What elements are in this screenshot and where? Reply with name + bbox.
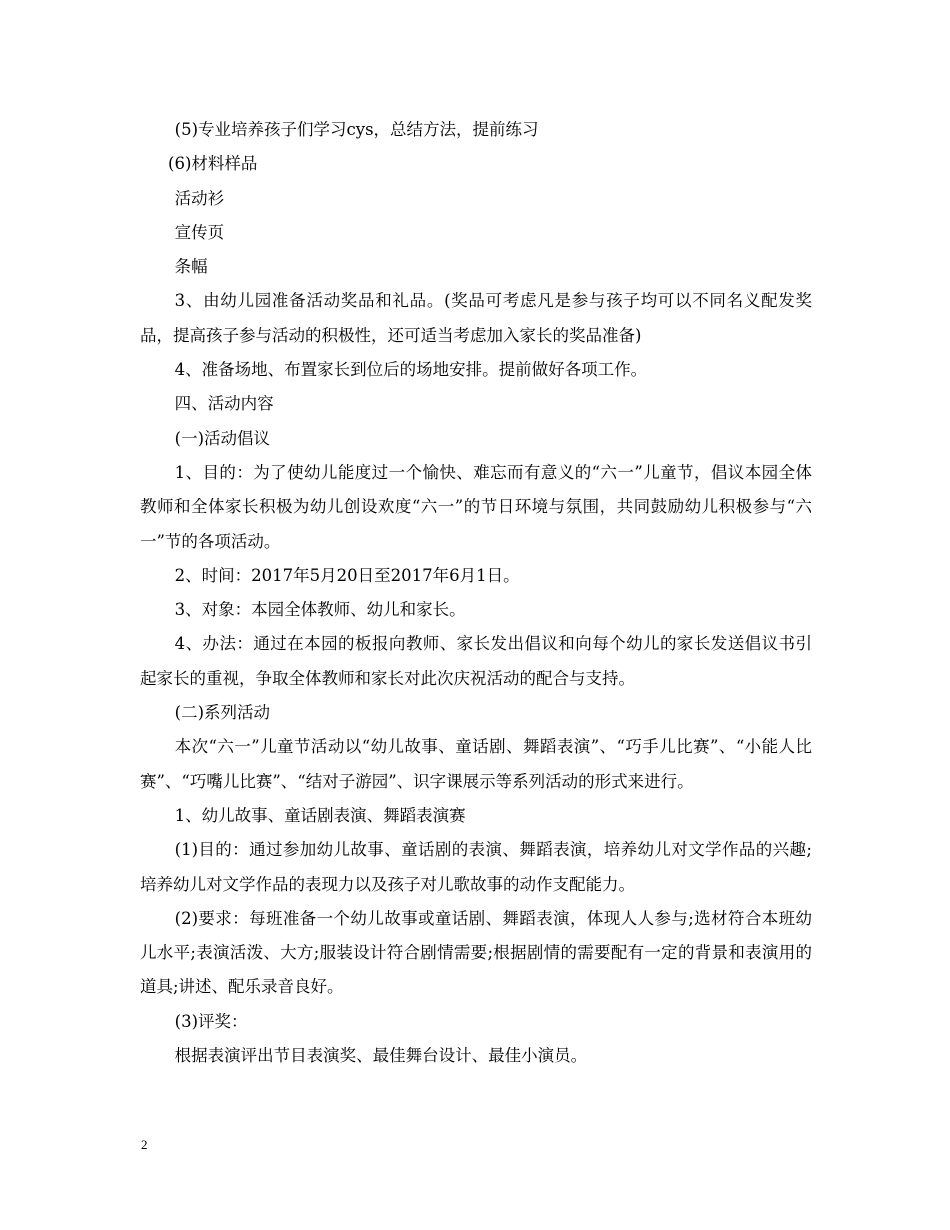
paragraph-materials-heading: (6)材料样品 (168, 154, 258, 174)
section-heading-activity-content: 四、活动内容 (174, 394, 274, 414)
paragraph-prizes: 3、由幼儿园准备活动奖品和礼品。(奖品可考虑凡是参与孩子均可以不同名义配发奖品，提高孩子参与活动的积极性，还可适当考虑加入家长的奖品准备) (140, 291, 812, 345)
paragraph-material-banner: 条幅 (174, 257, 208, 277)
paragraph-method: 4、办法：通过在本园的板报向教师、家长发出倡议和向每个幼儿的家长发送倡议书引起家长的重视，争取全体教师和家长对此次庆祝活动的配合与支持。 (140, 634, 812, 688)
paragraph-performance-requirements: (2)要求：每班准备一个幼儿故事或童话剧、舞蹈表演，体现人人参与;选材符合本班幼儿水平;表演活泼、大方;服装设计符合剧情需要;根据剧情的需要配有一定的背景和表演用的道具;讲述、配乐录音良好。 (140, 908, 812, 997)
paragraph-time: 2、时间：2017年5月20日至2017年6月1日。 (174, 565, 520, 585)
paragraph-awards-detail: 根据表演评出节目表演奖、最佳舞台设计、最佳小演员。 (174, 1046, 588, 1066)
paragraph-audience: 3、对象：本园全体教师、幼儿和家长。 (174, 600, 466, 620)
document-body (140, 113, 812, 1073)
item-heading-performance: 1、幼儿故事、童话剧表演、舞蹈表演赛 (174, 805, 466, 825)
paragraph-venue: 4、准备场地、布置家长到位后的场地安排。提前做好各项工作。 (174, 360, 648, 380)
subsection-heading-series: (二)系列活动 (174, 703, 271, 723)
paragraph-purpose: 1、目的：为了使幼儿能度过一个愉快、难忘而有意义的“六一”儿童节，倡议本园全体教师和全体家长积极为幼儿创设欢度“六一”的节日环境与氛围，共同鼓励幼儿积极参与“六一”节的各项活动。 (140, 462, 812, 551)
paragraph-awards-heading: (3)评奖： (174, 1011, 248, 1031)
subsection-heading-proposal: (一)活动倡议 (174, 428, 271, 448)
paragraph-series-intro: 本次“六一”儿童节活动以“幼儿故事、童话剧、舞蹈表演”、“巧手儿比赛”、“小能人比赛”、“巧嘴儿比赛”、“结对子游园”、识字课展示等系列活动的形式来进行。 (140, 737, 812, 791)
paragraph-performance-purpose: (1)目的：通过参加幼儿故事、童话剧的表演、舞蹈表演，培养幼儿对文学作品的兴趣;培养幼儿对文学作品的表现力以及孩子对儿歌故事的动作支配能力。 (140, 840, 812, 894)
paragraph-material-flyer: 宣传页 (174, 222, 225, 242)
page-number: 2 (141, 1137, 148, 1152)
paragraph-material-shirt: 活动衫 (174, 188, 225, 208)
paragraph-training: (5)专业培养孩子们学习cys，总结方法，提前练习 (174, 120, 539, 139)
